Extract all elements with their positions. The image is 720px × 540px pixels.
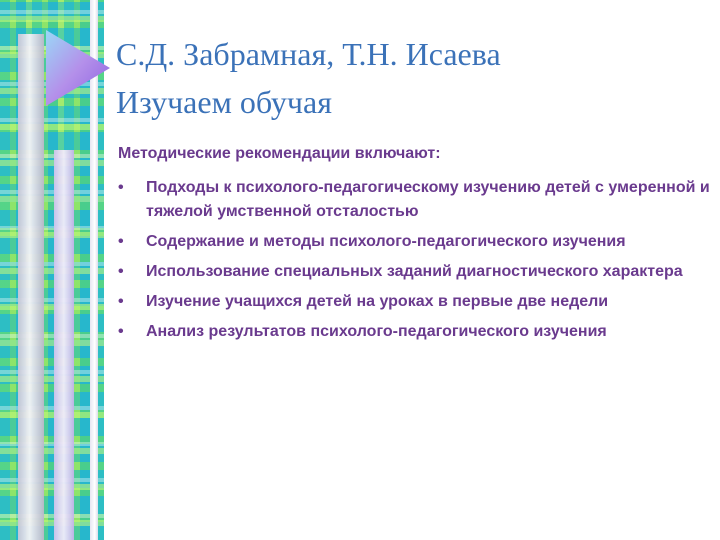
title-subtitle: Изучаем обучая xyxy=(116,84,332,120)
list-item-text: Анализ результатов психолого-педагогического изучения xyxy=(146,323,607,340)
decorative-lilac-bar xyxy=(54,150,74,540)
bullet-icon: • xyxy=(118,293,124,310)
slide-content xyxy=(118,142,712,350)
list-item xyxy=(118,320,712,344)
list-item xyxy=(118,230,712,254)
list-item-text: Подходы к психолого-педагогическому изучению детей с умеренной и тяжелой умственной отсталостью xyxy=(146,179,710,220)
list-item xyxy=(118,260,712,284)
bullet-icon: • xyxy=(118,233,124,250)
list-item-text: Использование специальных заданий диагностического характера xyxy=(146,263,683,280)
list-item xyxy=(118,176,712,224)
list-item-text: Содержание и методы психолого-педагогического изучения xyxy=(146,233,626,250)
intro-text: Методические рекомендации включают: xyxy=(118,145,441,162)
decorative-grey-bar xyxy=(18,34,44,540)
gradient-triangle-icon xyxy=(44,28,112,108)
slide-title xyxy=(116,30,706,126)
bullet-icon: • xyxy=(118,323,124,340)
bullet-list xyxy=(118,176,712,344)
list-item xyxy=(118,290,712,314)
bullet-icon: • xyxy=(118,263,124,280)
title-authors: С.Д. Забрамная, Т.Н. Исаева xyxy=(116,36,501,72)
list-item-text: Изучение учащихся детей на уроках в первые две недели xyxy=(146,293,609,310)
bullet-icon: • xyxy=(118,179,124,196)
